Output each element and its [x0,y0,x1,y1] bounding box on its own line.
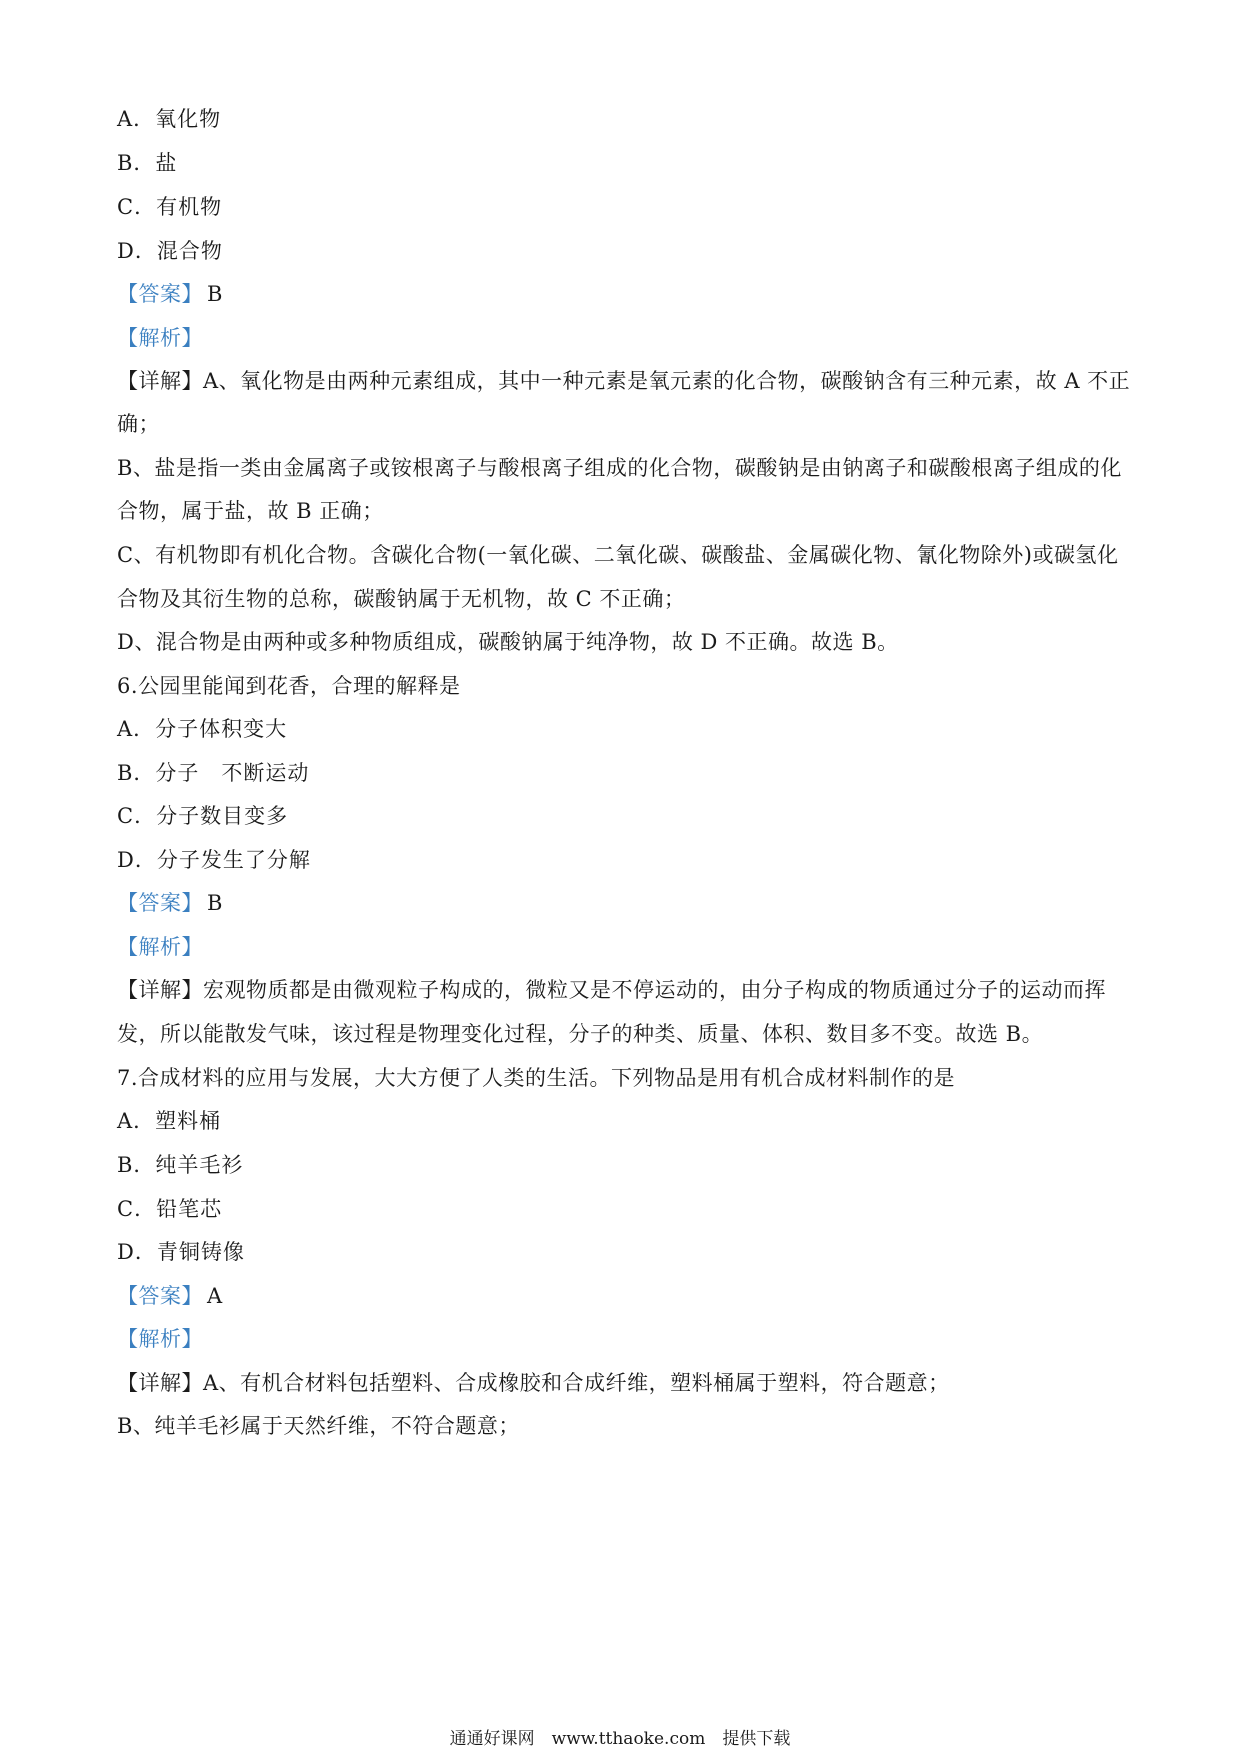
q6-detail-line-2: 发，所以能散发气味，该过程是物理变化过程，分子的种类、质量、体积、数目多不变。故选 B。 [117,1022,1044,1046]
q5-answer [117,281,223,307]
q6-answer-value: B [207,891,223,915]
q7-option-a: A．塑料桶 [117,1109,222,1133]
q5-analysis-label: 【解析】 [117,326,203,350]
q6-option-a: A．分子体积变大 [117,717,288,741]
q6-option-c: C．分子数目变多 [117,804,289,828]
q7-option-b: B．纯羊毛衫 [117,1153,244,1177]
q6-answer-label: 【答案】 [117,891,203,915]
q5-detail-line-5: C、有机物即有机化合物。含碳化合物(一氧化碳、二氧化碳、碳酸盐、金属碳化物、氰化物除外)或碳氢化 [117,543,1119,567]
q5-detail-line-6: 合物及其衍生物的总称，碳酸钠属于无机物，故 C 不正确； [117,587,686,611]
q6-option-b: B．分子 不断运动 [117,761,310,785]
q7-detail-line-1: 【详解】A、有机合材料包括塑料、合成橡胶和合成纤维，塑料桶属于塑料，符合题意； [117,1371,950,1395]
q5-detail-line-7: D、混合物是由两种或多种物质组成，碳酸钠属于纯净物，故 D 不正确。故选 B。 [117,630,899,654]
q7-option-d: D．青铜铸像 [117,1240,245,1264]
q7-option-c: C．铅笔芯 [117,1197,223,1221]
q5-answer-label: 【答案】 [117,282,203,306]
q7-answer-value: A [207,1284,223,1308]
q6-question: 6.公园里能闻到花香，合理的解释是 [117,674,461,698]
q5-detail-line-1: 【详解】A、氧化物是由两种元素组成，其中一种元素是氧元素的化合物，碳酸钠含有三种元素，故 A 不正 [117,369,1131,393]
q7-answer-label: 【答案】 [117,1284,203,1308]
q6-detail-line-1: 【详解】宏观物质都是由微观粒子构成的，微粒又是不停运动的，由分子构成的物质通过分子的运动而挥 [117,978,1106,1002]
q5-option-a: A．氧化物 [117,107,222,131]
q7-answer [117,1283,223,1309]
q5-option-b: B．盐 [117,151,178,175]
q5-detail-line-3: B、盐是指一类由金属离子或铵根离子与酸根离子组成的化合物，碳酸钠是由钠离子和碳酸根离子组成的化 [117,456,1122,480]
page-footer: 通通好课网 www.tthaoke.com 提供下载 [449,1729,791,1749]
q5-option-d: D．混合物 [117,239,223,263]
q5-detail-line-2: 确； [117,412,160,436]
q5-option-c: C．有机物 [117,195,223,219]
q7-detail-line-2: B、纯羊毛衫属于天然纤维，不符合题意； [117,1414,520,1438]
q5-detail-line-4: 合物，属于盐，故 B 正确； [117,499,384,523]
q5-answer-value: B [207,282,223,306]
q6-answer [117,890,223,916]
q6-option-d: D．分子发生了分解 [117,848,311,872]
q6-analysis-label: 【解析】 [117,935,203,959]
q7-question: 7.合成材料的应用与发展，大大方便了人类的生活。下列物品是用有机合成材料制作的是 [117,1066,956,1090]
q7-analysis-label: 【解析】 [117,1327,203,1351]
